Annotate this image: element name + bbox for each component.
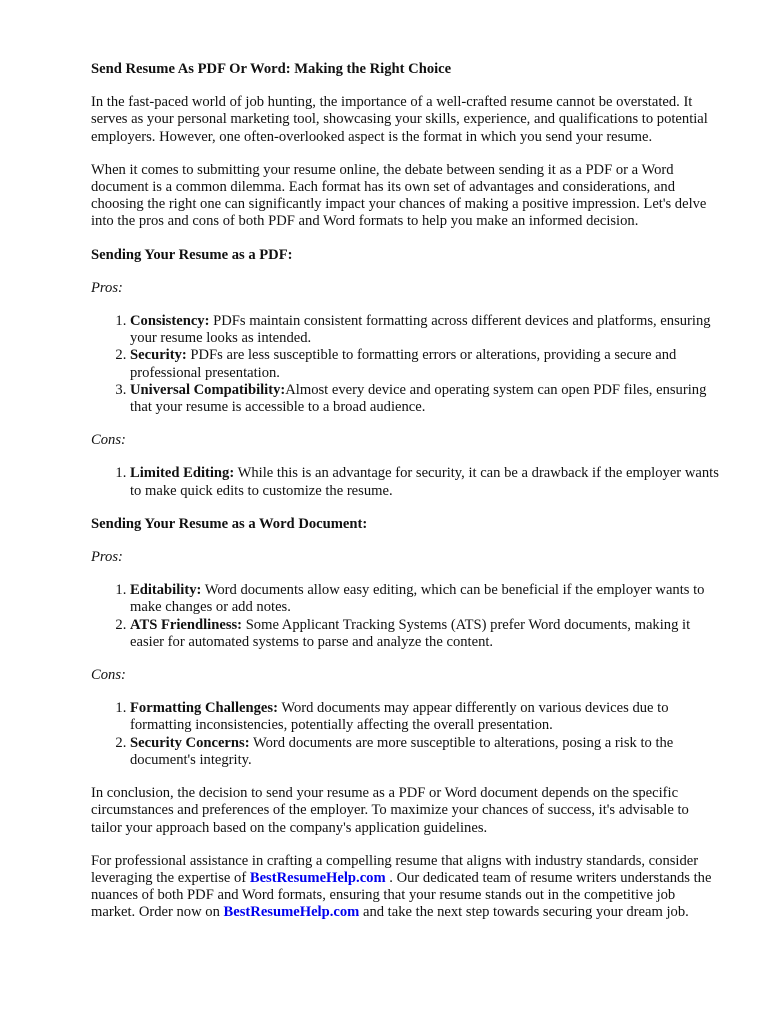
word-con-text: Word documents are more susceptible to alterations, posing a risk to the document's integrity. xyxy=(130,734,674,768)
document-title: Send Resume As PDF Or Word: Making the Right Choice xyxy=(91,61,452,77)
word-pros-list xyxy=(91,582,721,651)
pdf-section-heading: Sending Your Resume as a PDF: xyxy=(91,246,293,263)
word-con-item-formatting xyxy=(130,700,721,734)
pdf-pros-list xyxy=(91,313,721,416)
pdf-pro-term: Consistency: xyxy=(130,313,210,330)
pdf-pro-item-compatibility xyxy=(130,382,721,416)
pdf-con-term: Limited Editing: xyxy=(130,465,235,482)
intro-paragraph-1: In the fast-paced world of job hunting, the importance of a well-crafted resume cannot be overstated. It serves as your personal marketing tool, showcasing your skills, experience, and qualifications to potential employers. However, one often-overlooked aspect is the format in which you send your resume. xyxy=(91,94,708,145)
word-pro-term: Editability: xyxy=(130,582,202,599)
pdf-pro-item-consistency xyxy=(130,313,721,347)
bestresumehelp-link-1[interactable]: BestResumeHelp.com xyxy=(249,869,386,886)
word-con-term: Security Concerns: xyxy=(130,734,250,751)
closing-text-3: and take the next step towards securing your dream job. xyxy=(359,904,689,921)
pdf-cons-list xyxy=(91,465,721,499)
pdf-con-text: While this is an advantage for security, it can be a drawback if the employer wants to make quick edits to customize the resume. xyxy=(130,465,719,499)
pdf-pro-text: Almost every device and operating system can open PDF files, ensuring that your resume is accessible to a broad audience. xyxy=(130,381,707,416)
conclusion-paragraph: In conclusion, the decision to send your resume as a PDF or Word document depends on the specific circumstances and preferences of the employer. To maximize your chances of success, it's advisable to tailor your approach based on the company's application guidelines. xyxy=(91,785,689,836)
pdf-pro-item-security xyxy=(130,347,721,381)
closing-text-1: For professional assistance in crafting a compelling resume that aligns with industry standards, consider leveraging the expertise of xyxy=(91,852,699,886)
word-cons-list xyxy=(91,700,721,769)
pdf-pro-text: PDFs are less susceptible to formatting errors or alterations, providing a secure and professional presentation. xyxy=(130,347,677,381)
bestresumehelp-link-2[interactable]: BestResumeHelp.com xyxy=(223,904,360,921)
pdf-con-item-editing xyxy=(130,465,721,499)
intro-paragraph-2: When it comes to submitting your resume online, the debate between sending it as a PDF or a Word document is a common dilemma. Each format has its own set of advantages and considerations, and choosing the right one can significantly impact your chances of making a positive impression. Let's delve into the pros and cons of both PDF and Word formats to help you make an informed decision. xyxy=(91,161,707,230)
word-pro-text: Some Applicant Tracking Systems (ATS) prefer Word documents, making it easier for automated systems to parse and analyze the content. xyxy=(130,616,691,650)
pdf-pros-label: Pros: xyxy=(91,279,123,296)
closing-paragraph xyxy=(91,853,721,922)
word-pro-text: Word documents allow easy editing, which can be beneficial if the employer wants to make changes or add notes. xyxy=(130,582,705,616)
word-pro-term: ATS Friendliness: xyxy=(130,616,243,633)
word-pro-item-ats xyxy=(130,617,721,651)
document-page xyxy=(91,61,721,938)
pdf-pro-text: PDFs maintain consistent formatting across different devices and platforms, ensuring your resume looks as intended. xyxy=(130,313,711,347)
word-con-term: Formatting Challenges: xyxy=(130,700,278,717)
word-pros-label: Pros: xyxy=(91,549,123,566)
word-pro-item-editability xyxy=(130,582,721,616)
pdf-pro-term: Security: xyxy=(130,347,187,364)
closing-text-2: . Our dedicated team of resume writers understands the nuances of both PDF and Word formats, ensuring that your resume stands out in the competitive job market. Order now on xyxy=(91,869,712,921)
pdf-cons-label: Cons: xyxy=(91,432,126,449)
word-con-text: Word documents may appear differently on various devices due to formatting inconsistencies, potentially affecting the overall presentation. xyxy=(130,700,669,734)
pdf-pro-term: Universal Compatibility: xyxy=(130,381,286,398)
word-section-heading: Sending Your Resume as a Word Document: xyxy=(91,515,368,532)
word-cons-label: Cons: xyxy=(91,667,126,684)
word-con-item-security xyxy=(130,735,721,769)
